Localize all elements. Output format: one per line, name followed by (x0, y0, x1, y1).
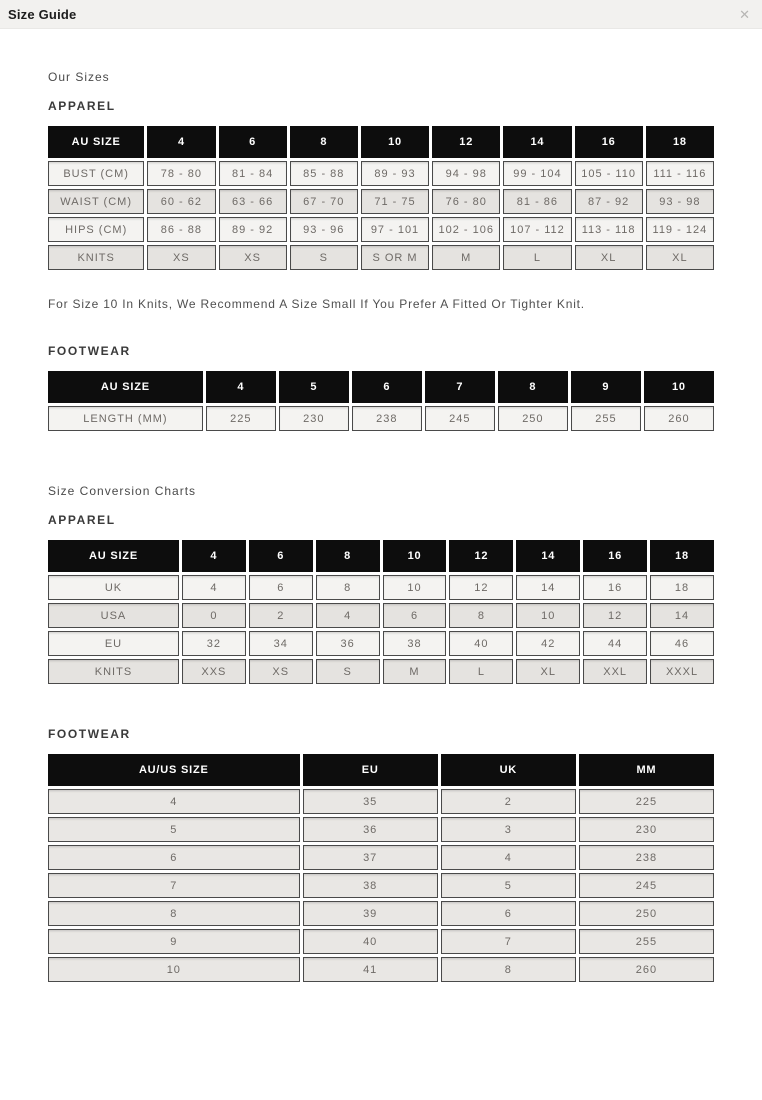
table-row (48, 245, 714, 270)
modal-title: Size Guide (8, 6, 77, 22)
table-cell: XS (249, 659, 313, 684)
table-row (48, 217, 714, 242)
table-cell: 40 (303, 929, 438, 954)
row-header-cell: KNITS (48, 659, 179, 684)
table-cell: 260 (579, 957, 714, 982)
table-row (48, 406, 714, 431)
table-cell: 260 (644, 406, 714, 431)
table-cell: 38 (383, 631, 447, 656)
row-header-cell: HIPS (CM) (48, 217, 144, 242)
header-row (48, 126, 714, 158)
table-row (48, 631, 714, 656)
column-header: 8 (290, 126, 358, 158)
column-header: 10 (644, 371, 714, 403)
column-header: 16 (575, 126, 643, 158)
table-cell: 102 - 106 (432, 217, 500, 242)
table-cell: S (316, 659, 380, 684)
column-header: AU/US SIZE (48, 754, 300, 786)
column-header: 10 (361, 126, 429, 158)
table-cell: 238 (579, 845, 714, 870)
table-cell: 36 (303, 817, 438, 842)
table-cell: 86 - 88 (147, 217, 215, 242)
table-cell: 0 (182, 603, 246, 628)
table-row (48, 161, 714, 186)
column-header: 16 (583, 540, 647, 572)
table-cell: 89 - 92 (219, 217, 287, 242)
table-cell: 6 (249, 575, 313, 600)
column-header: 8 (316, 540, 380, 572)
table-cell: 113 - 118 (575, 217, 643, 242)
column-header: 12 (449, 540, 513, 572)
table-row (48, 575, 714, 600)
table-cell: 93 - 96 (290, 217, 358, 242)
table-cell: 93 - 98 (646, 189, 714, 214)
table-cell: XXS (182, 659, 246, 684)
row-header-cell: 10 (48, 957, 300, 982)
row-header-cell: 6 (48, 845, 300, 870)
table-cell: 2 (249, 603, 313, 628)
table-cell: M (383, 659, 447, 684)
header-row (48, 540, 714, 572)
table-cell: 37 (303, 845, 438, 870)
table-row (48, 789, 714, 814)
column-header: AU SIZE (48, 540, 179, 572)
table-cell: 71 - 75 (361, 189, 429, 214)
column-header: 4 (147, 126, 215, 158)
table-cell: 3 (441, 817, 576, 842)
our-sizes-footwear-label: FOOTWEAR (48, 344, 131, 358)
table-cell: 230 (579, 817, 714, 842)
table-cell: 255 (571, 406, 641, 431)
table-cell: 94 - 98 (432, 161, 500, 186)
our-sizes-heading: Our Sizes (48, 70, 110, 84)
table-cell: 107 - 112 (503, 217, 571, 242)
table-row (48, 957, 714, 982)
table-cell: 12 (449, 575, 513, 600)
table-cell: XL (516, 659, 580, 684)
table-cell: 97 - 101 (361, 217, 429, 242)
table-row (48, 659, 714, 684)
column-header: 6 (249, 540, 313, 572)
table-cell: 34 (249, 631, 313, 656)
table-cell: 63 - 66 (219, 189, 287, 214)
table-cell: 76 - 80 (432, 189, 500, 214)
column-header: 12 (432, 126, 500, 158)
column-header: AU SIZE (48, 126, 144, 158)
table-cell: 6 (441, 901, 576, 926)
column-header: EU (303, 754, 438, 786)
table-cell: 60 - 62 (147, 189, 215, 214)
table-cell: 10 (383, 575, 447, 600)
table-cell: 4 (441, 845, 576, 870)
column-header: AU SIZE (48, 371, 203, 403)
table-cell: 87 - 92 (575, 189, 643, 214)
column-header: 4 (206, 371, 276, 403)
our-sizes-apparel-table (45, 123, 717, 273)
table-row (48, 603, 714, 628)
row-header-cell: UK (48, 575, 179, 600)
table-cell: 238 (352, 406, 422, 431)
table-cell: 245 (579, 873, 714, 898)
close-icon: ✕ (739, 6, 750, 22)
column-header: 18 (646, 126, 714, 158)
table-cell: M (432, 245, 500, 270)
table-cell: 105 - 110 (575, 161, 643, 186)
table-row (48, 817, 714, 842)
table-cell: 44 (583, 631, 647, 656)
column-header: 6 (352, 371, 422, 403)
table-cell: 78 - 80 (147, 161, 215, 186)
header-row (48, 371, 714, 403)
table-cell: 32 (182, 631, 246, 656)
size-guide-content (0, 29, 762, 985)
table-cell: 10 (516, 603, 580, 628)
table-cell: 12 (583, 603, 647, 628)
table-cell: 38 (303, 873, 438, 898)
table-cell: XL (575, 245, 643, 270)
table-row (48, 189, 714, 214)
table-cell: 40 (449, 631, 513, 656)
table-cell: 18 (650, 575, 714, 600)
table-cell: 4 (182, 575, 246, 600)
row-header-cell: 7 (48, 873, 300, 898)
table-cell: S (290, 245, 358, 270)
table-cell: 7 (441, 929, 576, 954)
table-cell: 250 (579, 901, 714, 926)
table-cell: 41 (303, 957, 438, 982)
table-cell: 5 (441, 873, 576, 898)
table-cell: 8 (449, 603, 513, 628)
row-header-cell: BUST (CM) (48, 161, 144, 186)
conversion-apparel-table (45, 537, 717, 687)
table-cell: 46 (650, 631, 714, 656)
row-header-cell: KNITS (48, 245, 144, 270)
table-cell: 2 (441, 789, 576, 814)
our-sizes-footwear-table (45, 368, 717, 434)
column-header: UK (441, 754, 576, 786)
table-cell: 119 - 124 (646, 217, 714, 242)
table-cell: S OR M (361, 245, 429, 270)
table-row (48, 901, 714, 926)
column-header: 5 (279, 371, 349, 403)
table-cell: XXXL (650, 659, 714, 684)
table-cell: XL (646, 245, 714, 270)
table-cell: 81 - 84 (219, 161, 287, 186)
table-cell: 6 (383, 603, 447, 628)
table-cell: 16 (583, 575, 647, 600)
table-cell: 255 (579, 929, 714, 954)
conversion-footwear-table (45, 751, 717, 985)
table-cell: 245 (425, 406, 495, 431)
row-header-cell: USA (48, 603, 179, 628)
column-header: 14 (503, 126, 571, 158)
row-header-cell: EU (48, 631, 179, 656)
table-cell: L (449, 659, 513, 684)
conversion-footwear-label: FOOTWEAR (48, 727, 131, 741)
table-cell: 250 (498, 406, 568, 431)
table-cell: 85 - 88 (290, 161, 358, 186)
column-header: 14 (516, 540, 580, 572)
table-cell: 8 (316, 575, 380, 600)
modal-header (0, 0, 762, 29)
table-cell: 4 (316, 603, 380, 628)
column-header: 8 (498, 371, 568, 403)
table-cell: L (503, 245, 571, 270)
our-sizes-apparel-label: APPAREL (48, 99, 116, 113)
table-cell: 36 (316, 631, 380, 656)
table-cell: 67 - 70 (290, 189, 358, 214)
column-header: 4 (182, 540, 246, 572)
column-header: MM (579, 754, 714, 786)
row-header-cell: 8 (48, 901, 300, 926)
table-row (48, 929, 714, 954)
table-cell: 35 (303, 789, 438, 814)
table-cell: XXL (583, 659, 647, 684)
conversion-charts-heading: Size Conversion Charts (48, 484, 197, 498)
table-row (48, 873, 714, 898)
row-header-cell: WAIST (CM) (48, 189, 144, 214)
row-header-cell: 9 (48, 929, 300, 954)
column-header: 18 (650, 540, 714, 572)
column-header: 10 (383, 540, 447, 572)
table-cell: 39 (303, 901, 438, 926)
row-header-cell: 4 (48, 789, 300, 814)
table-cell: 225 (579, 789, 714, 814)
close-button[interactable] (739, 8, 750, 21)
table-cell: 8 (441, 957, 576, 982)
table-cell: 111 - 116 (646, 161, 714, 186)
table-cell: 99 - 104 (503, 161, 571, 186)
table-cell: 81 - 86 (503, 189, 571, 214)
row-header-cell: 5 (48, 817, 300, 842)
table-cell: 225 (206, 406, 276, 431)
knits-note: For Size 10 In Knits, We Recommend A Size Small If You Prefer A Fitted Or Tighter Knit. (48, 297, 585, 311)
row-header-cell: LENGTH (MM) (48, 406, 203, 431)
column-header: 9 (571, 371, 641, 403)
table-cell: 42 (516, 631, 580, 656)
conversion-apparel-label: APPAREL (48, 513, 116, 527)
table-row (48, 845, 714, 870)
column-header: 6 (219, 126, 287, 158)
table-cell: 89 - 93 (361, 161, 429, 186)
table-cell: XS (147, 245, 215, 270)
column-header: 7 (425, 371, 495, 403)
table-cell: 14 (650, 603, 714, 628)
header-row (48, 754, 714, 786)
table-cell: XS (219, 245, 287, 270)
table-cell: 230 (279, 406, 349, 431)
table-cell: 14 (516, 575, 580, 600)
